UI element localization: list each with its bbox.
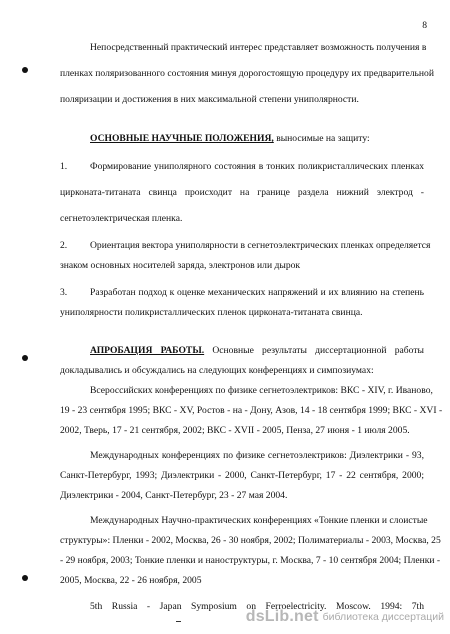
intro-line-1: Непосредственный практический интерес представляет возможность получения в — [90, 42, 427, 53]
section-heading-rest: выносимые на защиту: — [276, 133, 370, 144]
list-item-line: Формирование униполярного состояния в тонких поликристаллических пленках — [90, 161, 424, 172]
list-item-number: 1. — [60, 161, 68, 172]
list-item-line: униполярности поликристаллических пленок цирконата-титаната свинца. — [60, 307, 363, 318]
watermark-logo: dsLib.net — [245, 608, 319, 625]
conference-line: - 29 ноября, 2003; Тонкие пленки и наноструктуры, г. Москва, 7 - 10 сентября 2004; Пленки - — [60, 555, 441, 566]
list-item-line: знаком основных носителей заряда, электронов или дырок — [60, 260, 301, 271]
conference-line: 2005, Москва, 22 - 26 ноября, 2005 — [60, 575, 202, 586]
scan-mark — [176, 621, 181, 622]
intro-line-3: поляризации и достижения в них максимальной степени униполярности. — [60, 94, 359, 105]
symposium-line: 5th Russia - Japan Symposium on Ferroelectricity. Moscow. 1994: 7th — [90, 601, 424, 612]
list-item-line: Ориентация вектора униполярности в сегнетоэлектрических пленках определяется — [90, 240, 431, 251]
conference-line: Всероссийских конференциях по физике сегнетоэлектриков: ВКС - XIV, г. Иваново, — [90, 385, 433, 396]
section-heading-main-provisions — [90, 133, 370, 145]
section-heading-title: АПРОБАЦИЯ РАБОТЫ. — [90, 345, 205, 356]
page-number: 8 — [422, 20, 427, 31]
conference-line: Международных Научно-практических конференциях «Тонкие пленки и слоистые — [90, 515, 428, 526]
approbation-line-2: докладывались и обсуждались на следующих конференциях и симпозиумах: — [60, 365, 374, 376]
conference-line: 19 - 23 сентября 1995; ВКС - XV, Ростов - на - Дону, Азов, 14 - 18 сентября 1999; ВКС - XVI - — [60, 405, 443, 416]
list-item-number: 3. — [60, 287, 68, 298]
conference-line: структуры»: Пленки - 2002, Москва, 26 - 30 ноября, 2002; Полиматериалы - 2003, Москва, 25 — [60, 535, 441, 546]
list-item-line: сегнетоэлектрическая пленка. — [60, 213, 183, 224]
section-heading-title: ОСНОВНЫЕ НАУЧНЫЕ ПОЛОЖЕНИЯ, — [90, 133, 274, 144]
conference-line: Санкт-Петербург, 1993; Диэлектрики - 2000, Санкт-Петербург, 17 - 22 сентября, 2000; — [60, 470, 424, 481]
conference-line: Диэлектрики - 2004, Санкт-Петербург, 23 - 27 мая 2004. — [60, 490, 288, 501]
conference-line: Международных конференциях по физике сегнетоэлектриков: Диэлектрики - 93, — [90, 450, 424, 461]
list-item-line: цирконата-титаната свинца происходит на границе раздела нижний электрод - — [60, 187, 424, 198]
margin-bullet-bottom — [22, 575, 28, 581]
list-item-line: Разработан подход к оценке механических напряжений и их влиянию на степень — [90, 287, 424, 298]
section-heading-approbation — [90, 345, 424, 357]
watermark — [246, 608, 444, 626]
margin-bullet-middle — [22, 355, 28, 361]
watermark-text: библиотека диссертаций — [322, 611, 444, 623]
intro-line-2: пленках поляризованного состояния минуя дорогостоящую процедуру их предварительной — [60, 68, 434, 79]
list-item-number: 2. — [60, 240, 68, 251]
section-heading-rest: Основные результаты диссертационной работы — [212, 345, 424, 356]
margin-bullet-top — [22, 67, 28, 73]
conference-line: 2002, Тверь, 17 - 21 сентября, 2002; ВКС - XVII - 2005, Пенза, 27 июня - 1 июля 2005. — [60, 425, 410, 436]
